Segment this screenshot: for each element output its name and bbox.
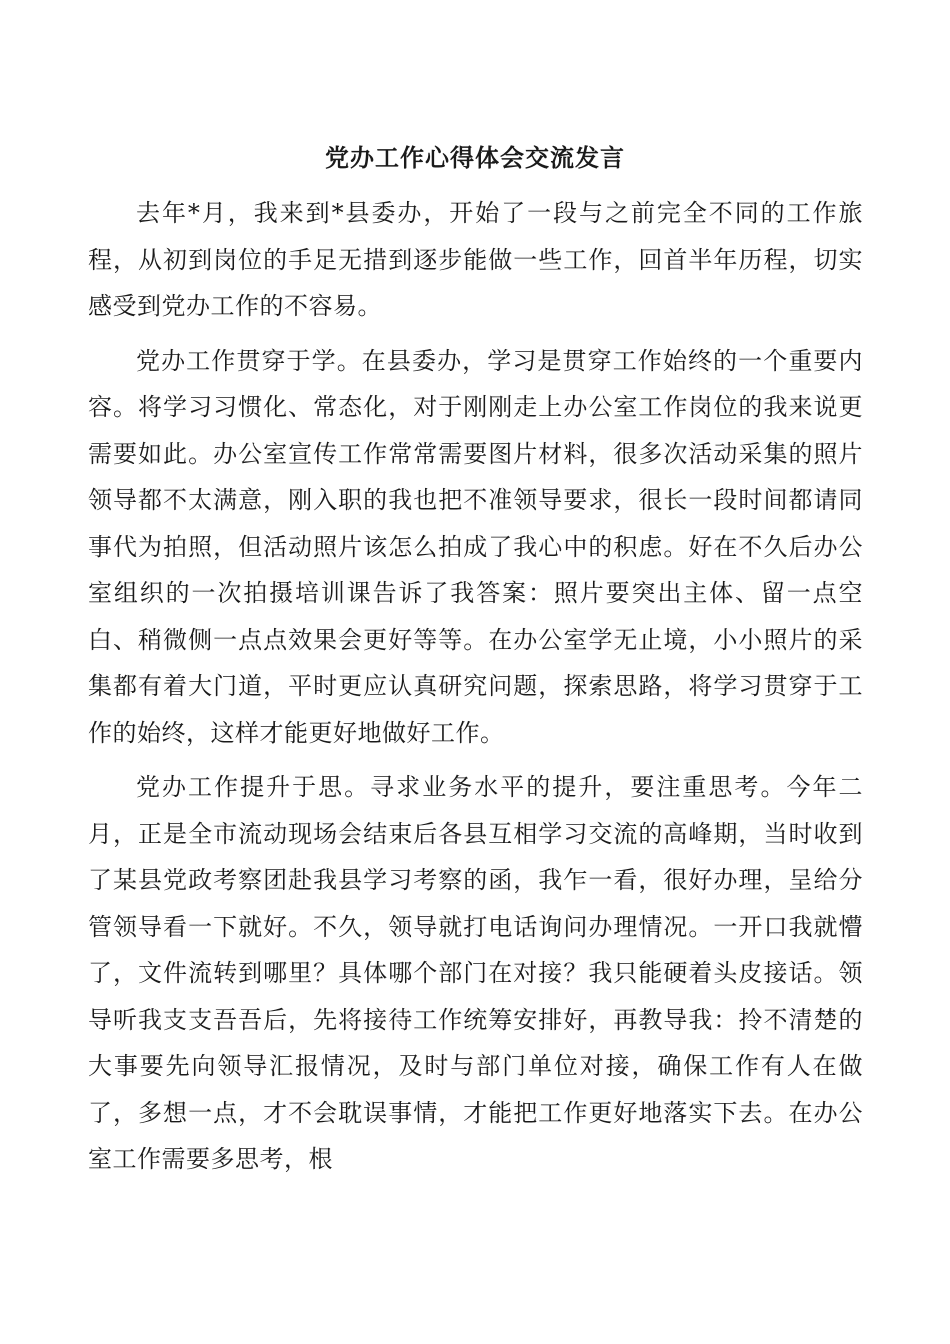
paragraph-thinking: 党办工作提升于思。寻求业务水平的提升，要注重思考。今年二月，正是全市流动现场会结束后各县互相学习交流的高峰期，当时收到了某县党政考察团赴我县学习考察的函，我乍一看，很好办理，呈给分管领导看一下就好。不久，领导就打电话询问办理情况。一开口我就懵了，文件流转到哪里？具体哪个部门在对接？我只能硬着头皮接话。领导听我支支吾吾后，先将接待工作统筹安排好，再教导我：拎不清楚的大事要先向领导汇报情况，及时与部门单位对接，确保工作有人在做了，多想一点，才不会耽误事情，才能把工作更好地落实下去。在办公室工作需要多思考，根: [88, 773, 863, 1173]
document-title: 党办工作心得体会交流发言: [325, 143, 625, 172]
document-body: [88, 190, 863, 1191]
paragraph-intro: 去年*月，我来到*县委办，开始了一段与之前完全不同的工作旅程，从初到岗位的手足无措到逐步能做一些工作，回首半年历程，切实感受到党办工作的不容易。: [88, 199, 863, 320]
paragraph-learning: 党办工作贯穿于学。在县委办，学习是贯穿工作始终的一个重要内容。将学习习惯化、常态化，对于刚刚走上办公室工作岗位的我来说更需要如此。办公室宣传工作常常需要图片材料，很多次活动采集的照片领导都不太满意，刚入职的我也把不准领导要求，很长一段时间都请同事代为拍照，但活动照片该怎么拍成了我心中的积虑。好在不久后办公室组织的一次拍摄培训课告诉了我答案：照片要突出主体、留一点空白、稍微侧一点点效果会更好等等。在办公室学无止境，小小照片的采集都有着大门道，平时更应认真研究问题，探索思路，将学习贯穿于工作的始终，这样才能更好地做好工作。: [88, 346, 863, 747]
